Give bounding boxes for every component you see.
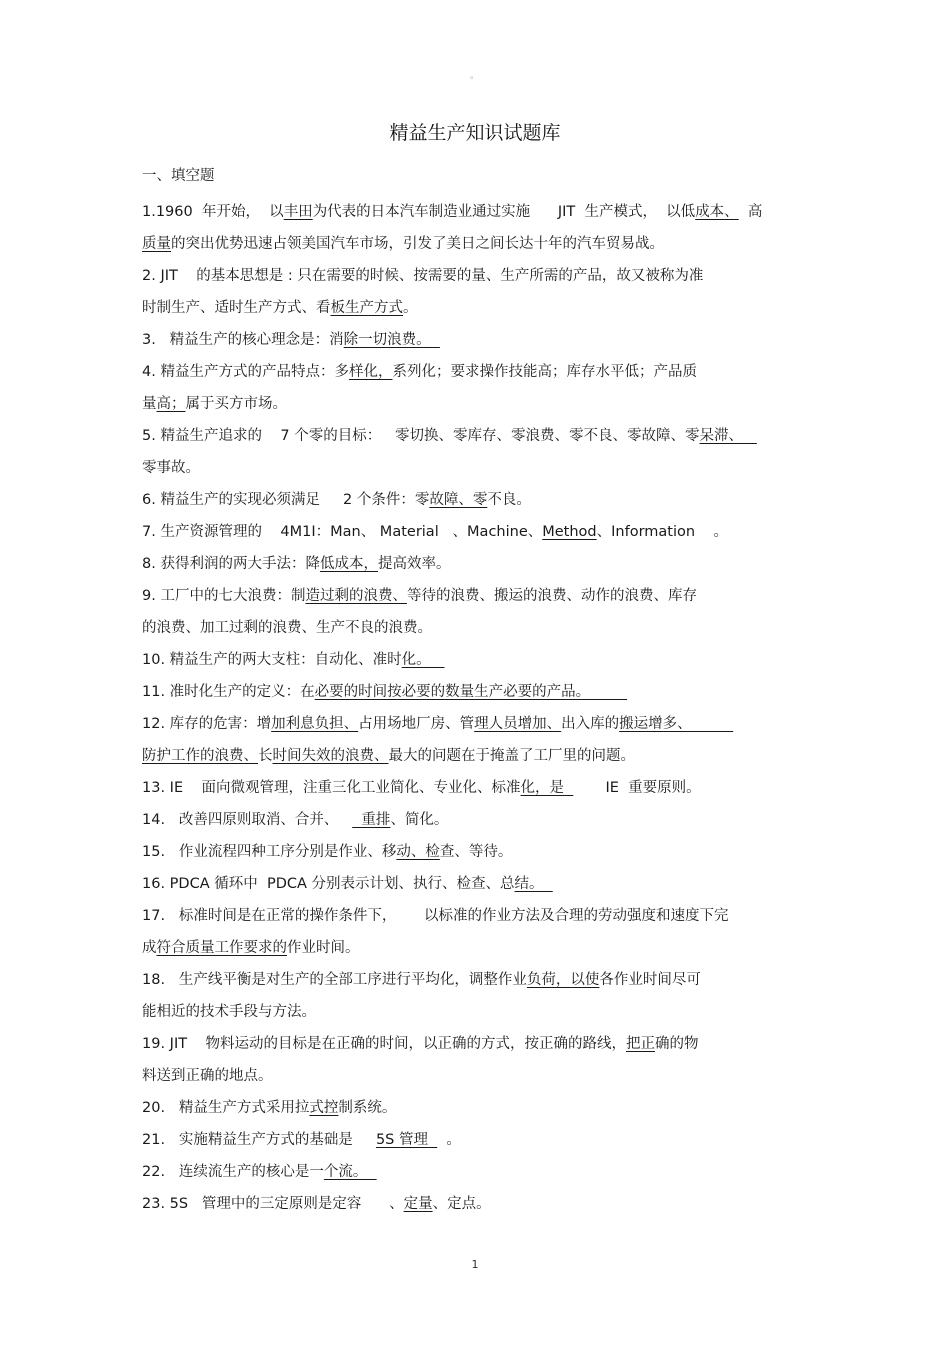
question-text: 的浪费、加工过剩的浪费、生产不良的浪费。 [142, 620, 432, 636]
answer-blank: 个流。 [323, 1164, 377, 1180]
question-text: 3. 精益生产的核心理念是：消 [142, 332, 344, 348]
question-text: 。 [403, 300, 418, 316]
question-line [142, 580, 822, 612]
question-text: 11. 准时化生产的定义：在 [142, 684, 315, 700]
question-line [142, 996, 822, 1028]
question-item [142, 708, 822, 772]
question-text: IE 重要原则。 [573, 780, 701, 796]
question-text: 16. PDCA 循环中 PDCA 分别表示计划、执行、检查、总 [142, 876, 515, 892]
question-item [142, 964, 822, 1028]
answer-blank: 化，是 [520, 780, 574, 796]
question-text: 等待的浪费、搬运的浪费、动作的浪费、库存 [406, 588, 697, 604]
answer-blank: 必要的时间按必要的数量生产必要的产品。 [314, 684, 628, 700]
question-item [142, 900, 822, 964]
question-item [142, 1124, 822, 1156]
question-text: 10. 精益生产的两大支柱：自动化、准时 [142, 652, 402, 668]
question-item [142, 356, 822, 420]
question-text: 料送到正确的地点。 [142, 1068, 273, 1084]
answer-blank: 板生产方式 [330, 300, 403, 316]
question-item [142, 1156, 822, 1188]
question-item [142, 196, 822, 260]
question-text: 15. 作业流程四种工序分别是作业、移 [142, 844, 397, 860]
answer-blank: 负荷，以使 [526, 972, 600, 988]
question-text: 8. 获得利润的两大手法：降 [142, 556, 320, 572]
answer-blank: 式控 [309, 1100, 339, 1116]
answer-blank: 样化， [348, 364, 393, 380]
answer-blank: 加利息负担、 [271, 716, 359, 732]
answer-blank: 低成本， [319, 556, 378, 572]
question-text: 18. 生产线平衡是对生产的全部工序进行平均化，调整作业 [142, 972, 527, 988]
question-line [142, 324, 822, 356]
question-line [142, 804, 822, 836]
question-line [142, 836, 822, 868]
question-text: 6. 精益生产的实现必须满足 2 个条件：零 [142, 492, 430, 508]
question-item [142, 644, 822, 676]
question-text: 20. 精益生产方式采用拉 [142, 1100, 310, 1116]
question-line [142, 1156, 822, 1188]
question-line [142, 516, 822, 548]
question-text: 。 [437, 1132, 461, 1148]
answer-blank: 结。 [514, 876, 553, 892]
question-text: 17. 标准时间是在正常的操作条件下， 以标准的作业方法及合理的劳动强度和速度下完 [142, 908, 729, 924]
answer-blank: 理人员增加、 [474, 716, 562, 732]
question-item [142, 772, 822, 804]
page-number: 1 [471, 1258, 479, 1271]
question-item [142, 868, 822, 900]
question-text: 各作业时间尽可 [599, 972, 701, 988]
section-heading: 一、填空题 [142, 168, 215, 184]
question-text: 23. 5S 管理中的三定原则是定容 、 [142, 1196, 404, 1212]
question-text: 高 [738, 204, 763, 220]
question-item [142, 516, 822, 548]
question-text: 9. 工厂中的七大浪费：制 [142, 588, 306, 604]
question-line [142, 260, 822, 292]
answer-blank: 把正 [626, 1036, 656, 1052]
question-text: 5. 精益生产追求的 7 个零的目标： 零切换、零库存、零浪费、零不良、零故障、零 [142, 428, 700, 444]
answer-blank: 时间失效的浪费、 [272, 748, 389, 764]
question-item [142, 836, 822, 868]
question-item [142, 676, 822, 708]
question-line [142, 388, 822, 420]
answer-blank: 5S 管理 [375, 1132, 438, 1148]
answer-blank: 化。 [401, 652, 445, 668]
answer-blank: Method [542, 524, 597, 540]
answer-blank: 符合质量工作要求的 [156, 940, 287, 956]
question-text: 能相近的技术手段与方法。 [142, 1004, 316, 1020]
answer-blank: 呆滞、 [699, 428, 757, 444]
question-line [142, 1092, 822, 1124]
question-line [142, 484, 822, 516]
question-text: 出入库的 [561, 716, 620, 732]
question-item [142, 420, 822, 484]
question-text: 系列化；要求操作技能高；库存水平低；产品质 [392, 364, 697, 380]
answer-blank: 动、检 [396, 844, 440, 860]
question-line [142, 196, 822, 228]
question-text: 提高效率。 [377, 556, 451, 572]
question-item [142, 548, 822, 580]
question-item [142, 1028, 822, 1092]
question-text: 不良。 [487, 492, 531, 508]
question-line [142, 900, 822, 932]
question-text: 属于买方市场。 [185, 396, 287, 412]
question-line [142, 868, 822, 900]
question-line [142, 292, 822, 324]
question-line [142, 708, 822, 740]
question-line [142, 1188, 822, 1220]
question-text: 21. 实施精益生产方式的基础是 [142, 1132, 376, 1148]
question-line [142, 548, 822, 580]
question-line [142, 420, 822, 452]
answer-blank: 防护工作的浪费、 [142, 748, 258, 764]
question-line [142, 1028, 822, 1060]
question-text: 查、等待。 [439, 844, 513, 860]
question-line [142, 932, 822, 964]
question-list [142, 196, 822, 1220]
answer-blank: 质量 [142, 236, 171, 252]
question-text: 制系统。 [338, 1100, 397, 1116]
question-text: 1.1960 年开始， 以 [142, 204, 284, 220]
question-line [142, 964, 822, 996]
question-text: 占用场地厂房、管 [358, 716, 475, 732]
question-line [142, 1060, 822, 1092]
answer-blank: 除一切浪费。 [343, 332, 440, 348]
question-line [142, 1124, 822, 1156]
page-title: 精益生产知识试题库 [389, 122, 561, 144]
question-text: 19. JIT 物料运动的目标是在正确的时间，以正确的方式，按正确的路线， [142, 1036, 627, 1052]
question-line [142, 228, 822, 260]
question-line [142, 740, 822, 772]
question-text: 长 [258, 748, 273, 764]
question-text: 4. 精益生产方式的产品特点：多 [142, 364, 349, 380]
question-text: 、简化。 [390, 812, 449, 828]
question-text: 作业时间。 [287, 940, 360, 956]
question-text: 7. 生产资源管理的 4M1I：Man、 Material 、Machine、 [142, 524, 543, 540]
question-text: 12. 库存的危害：增 [142, 716, 272, 732]
question-line [142, 356, 822, 388]
question-item [142, 260, 822, 324]
question-text: 确的物 [655, 1036, 699, 1052]
question-item [142, 1092, 822, 1124]
answer-blank: 定量 [403, 1196, 433, 1212]
question-text: 2. JIT 的基本思想是 : 只在需要的时候、按需要的量、生产所需的产品，故又被称为准 [142, 268, 704, 284]
question-text: 量 [142, 396, 157, 412]
question-text: 的突出优势迅速占领美国汽车市场，引发了美日之间长达十年的汽车贸易战。 [171, 236, 664, 252]
question-line [142, 676, 822, 708]
answer-blank: 丰田 [283, 204, 313, 220]
question-text: 成 [142, 940, 157, 956]
question-line [142, 644, 822, 676]
question-text: 22. 连续流生产的核心是一 [142, 1164, 324, 1180]
question-line [142, 452, 822, 484]
answer-blank: 故障、零 [429, 492, 488, 508]
question-item [142, 580, 822, 644]
question-text: 最大的问题在于掩盖了工厂里的问题。 [388, 748, 635, 764]
question-text: 零事故。 [142, 460, 200, 476]
question-text: 时制生产、适时生产方式、看 [142, 300, 331, 316]
answer-blank: 搬运增多、 [619, 716, 734, 732]
question-line [142, 612, 822, 644]
answer-blank: 重排 [352, 812, 391, 828]
question-item [142, 1188, 822, 1220]
answer-blank: 高； [156, 396, 186, 412]
question-text: 、Information 。 [596, 524, 729, 540]
question-text: 为代表的日本汽车制造业通过实施 JIT 生产模式， 以低 [312, 204, 696, 220]
question-item [142, 484, 822, 516]
question-item [142, 324, 822, 356]
question-line [142, 772, 822, 804]
question-text: 、定点。 [432, 1196, 491, 1212]
answer-blank: 成本、 [695, 204, 739, 220]
answer-blank: 造过剩的浪费、 [305, 588, 407, 604]
question-text: 14. 改善四原则取消、合并、 [142, 812, 353, 828]
header-mark: 。 [470, 71, 480, 81]
question-text: 13. IE 面向微观管理，注重三化工业简化、专业化、标准 [142, 780, 521, 796]
question-item [142, 804, 822, 836]
